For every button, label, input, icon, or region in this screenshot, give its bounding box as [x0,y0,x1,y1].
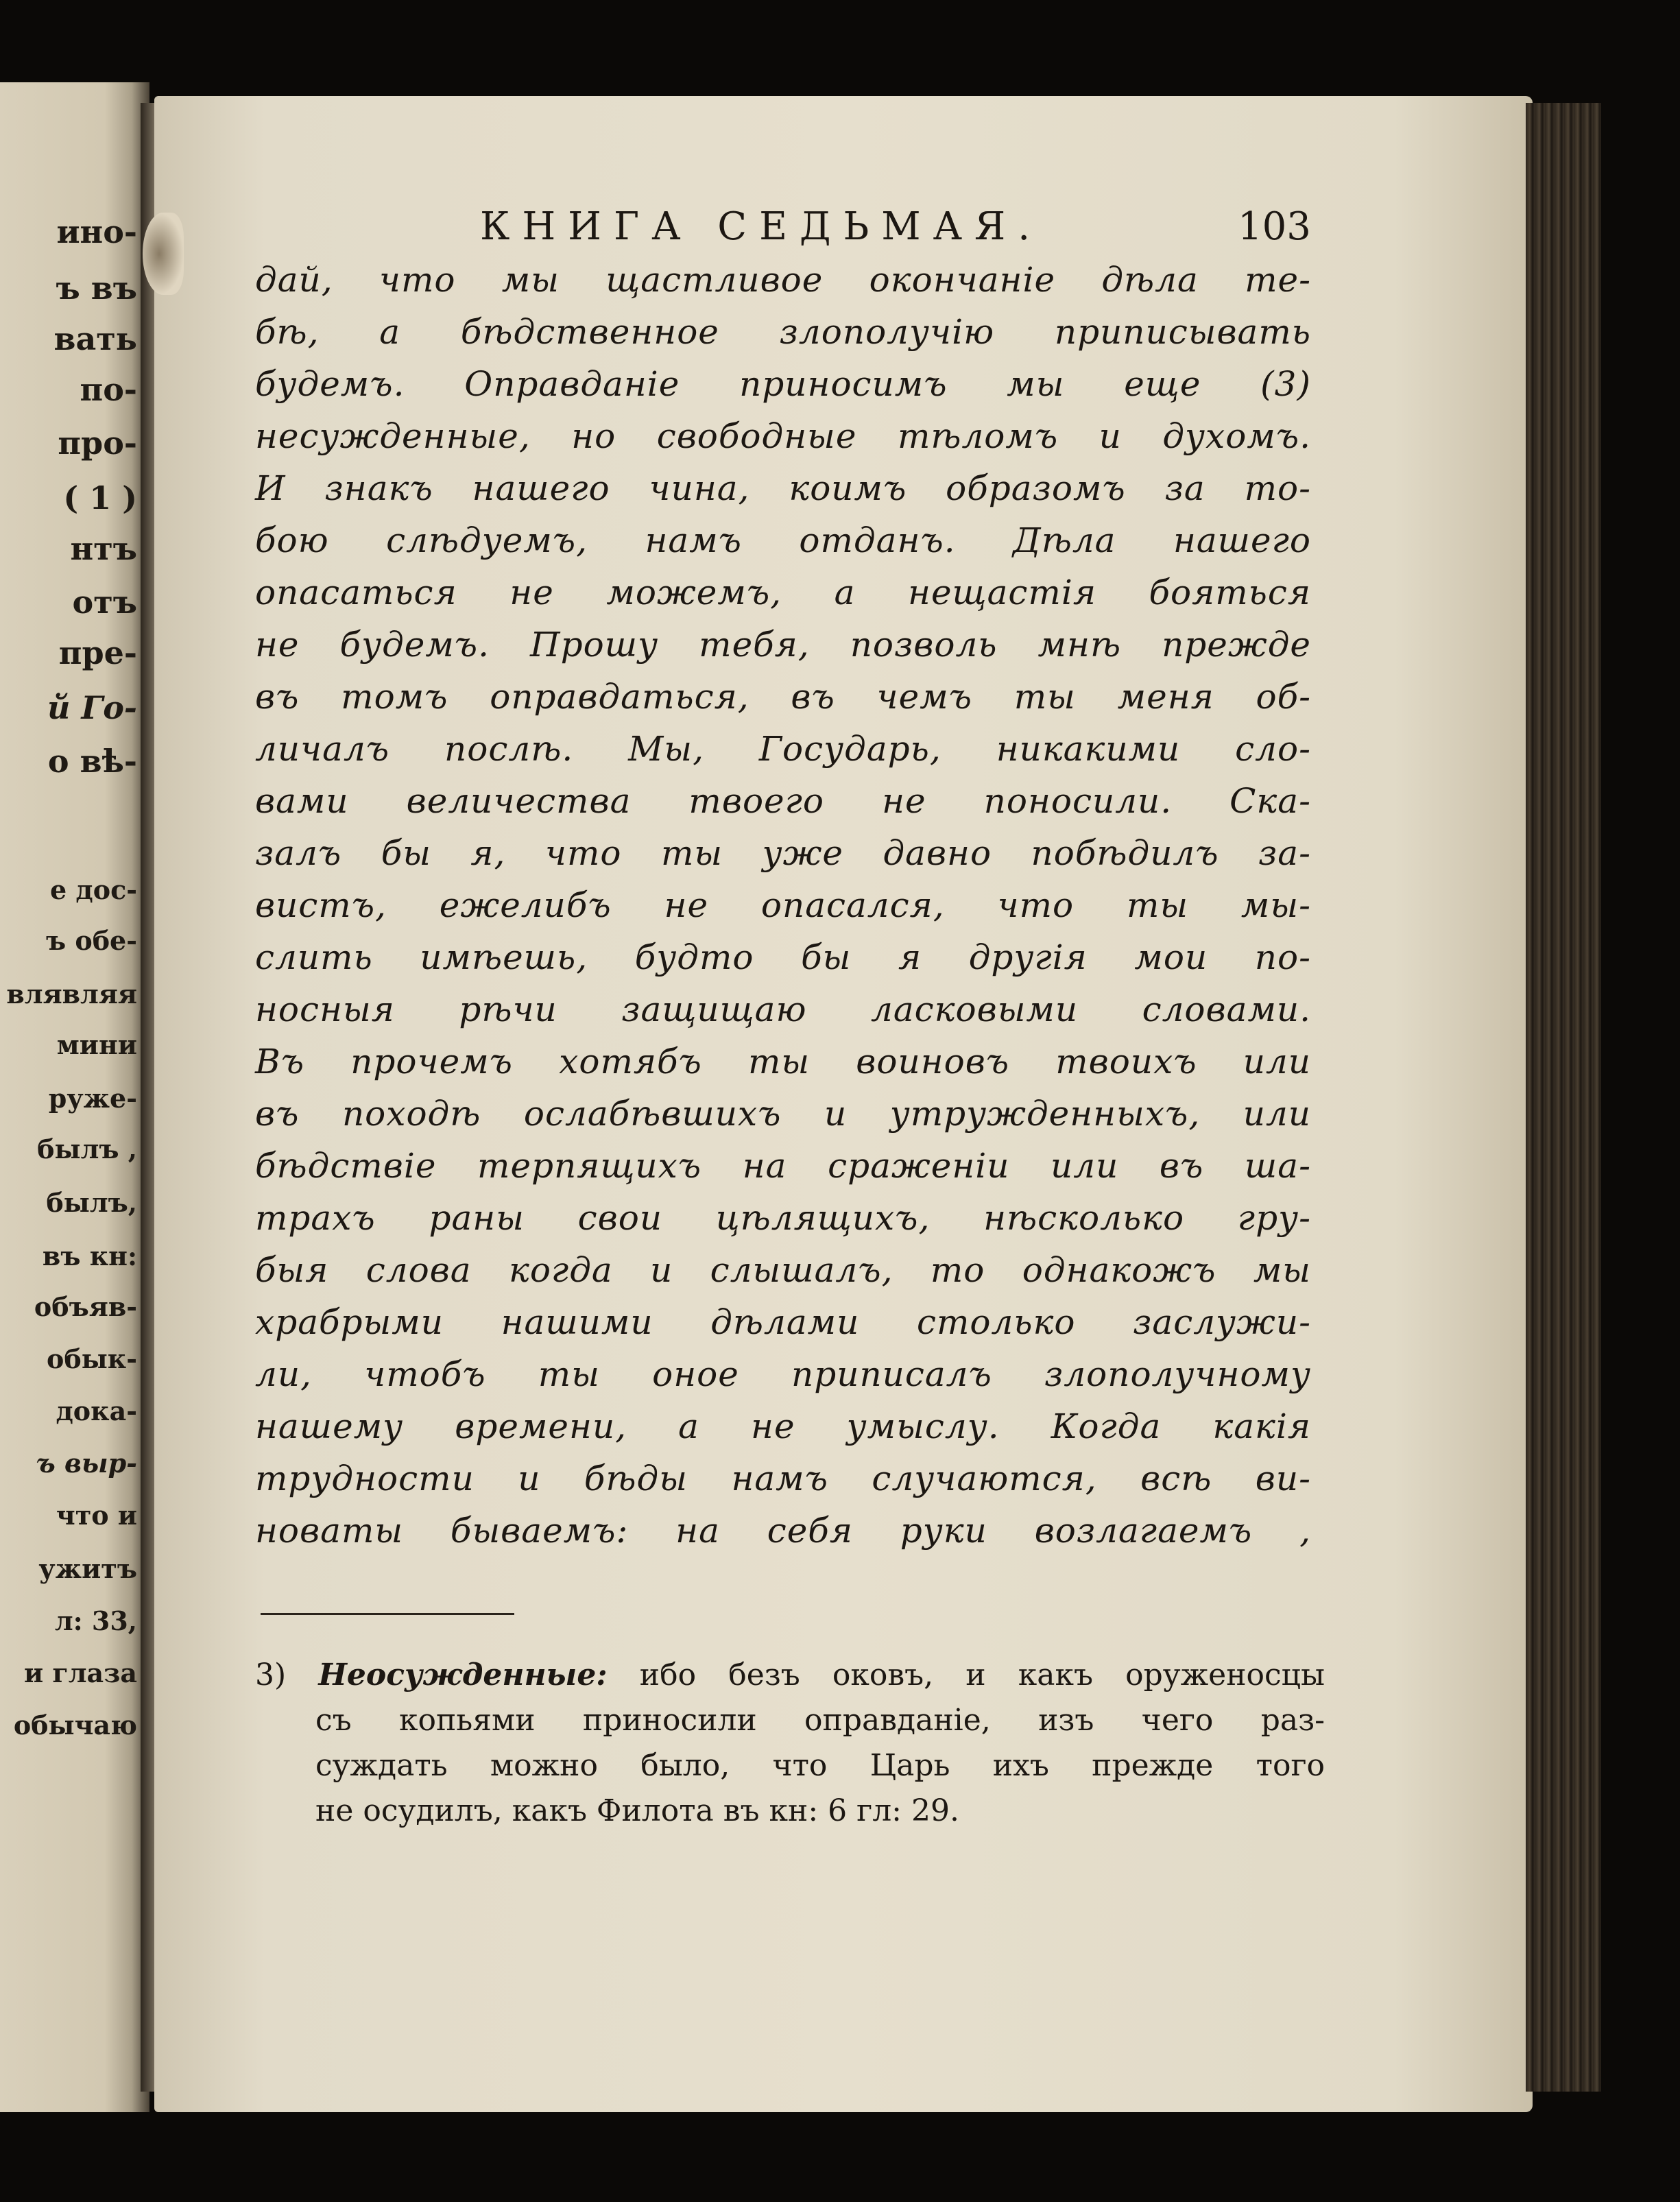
left-page-line: что и [56,1500,137,1531]
left-page-line: руже- [48,1083,137,1114]
footnote-rule [261,1613,514,1615]
text-line: ли, чтобъ ты оное приписалъ злополучному [255,1354,1311,1394]
footnote-line: съ копьями приносили оправданіе, изъ чего раз- [315,1703,1325,1738]
text-line: Въ прочемъ хотябъ ты воиновъ твоихъ или [255,1042,1311,1081]
text-line: И знакъ нашего чина, коимъ образомъ за то- [255,468,1311,508]
running-head: КНИГА СЕДЬМАЯ. [480,204,1043,249]
left-page-line: ъ въ [56,270,137,307]
left-page-line: л: 33, [54,1605,137,1636]
text-line: слить имѣешь, будто бы я другія мои по- [255,937,1311,977]
left-page-line: по- [80,371,137,408]
left-page-line: обык- [47,1343,137,1374]
footnote [255,1653,1325,1834]
footnote-marker: 3) [255,1658,287,1692]
left-page-line: былъ , [37,1134,137,1164]
left-page-line: обычаю [13,1710,137,1740]
left-page-fragment [0,82,149,2112]
text-line: несужденные, но свободные тѣломъ и духомъ. [255,416,1311,456]
footnote-text: ибо безъ оковъ, и какъ оруженосцы [639,1658,1325,1692]
text-line: залъ бы я, что ты уже давно побѣдилъ за- [255,833,1311,873]
main-text [255,254,1311,1557]
left-page-line: ( 1 ) [63,479,137,516]
left-page-line: ино- [56,213,137,250]
text-line: вами величества твоего не поносили. Ска- [255,781,1311,821]
footnote-lead: Неосужденные: [318,1658,608,1692]
left-page-line: былъ, [46,1187,137,1218]
left-page-line: объяв- [34,1291,137,1322]
text-line: дай, что мы щастливое окончаніе дѣла те- [255,260,1311,300]
footnote-line: не осудилъ, какъ Филота въ кн: 6 гл: 29. [315,1793,959,1828]
text-line: бою слѣдуемъ, намъ отданъ. Дѣла нашего [255,520,1311,560]
left-page-line: мини [56,1029,137,1060]
text-line: быя слова когда и слышалъ, то однакожъ мы [255,1250,1311,1290]
left-page-line: отъ [72,584,137,621]
left-page-line: дока- [56,1396,137,1426]
text-line: въ походѣ ослабѣвшихъ и утружденныхъ, или [255,1094,1311,1134]
text-line: вистъ, ежелибъ не опасался, что ты мы- [255,885,1311,925]
left-page-line: въ кн: [42,1241,137,1271]
text-line: бѣдствіе терпящихъ на сраженіи или въ ша- [255,1146,1311,1186]
left-page-line: ъ выр- [36,1448,137,1479]
text-line: опасаться не можемъ, а нещастія бояться [255,573,1311,612]
page-tab-mark [143,213,184,295]
text-line: храбрыми нашими дѣлами столько заслужи- [255,1302,1311,1342]
text-line: будемъ. Оправданіе приносимъ мы еще (3) [255,364,1311,404]
left-page-line: и глаза [24,1658,137,1688]
left-page-line: нтъ [70,530,137,567]
text-line: носныя рѣчи защищаю ласковыми словами. [255,990,1311,1029]
text-line: въ томъ оправдаться, въ чемъ ты меня об- [255,677,1311,717]
left-page-line: о вѣ- [47,743,137,780]
text-line: бѣ, а бѣдственное злополучію приписывать [255,312,1311,352]
left-page-line: влявляя [6,979,137,1009]
text-line: трудности и бѣды намъ случаются, всѣ ви- [255,1459,1311,1498]
text-line: трахъ раны свои цѣлящихъ, нѣсколько гру- [255,1198,1311,1238]
left-page-line: вать [53,320,137,357]
left-page-line: й Го- [47,689,137,726]
text-line: нашему времени, а не умыслу. Когда какія [255,1407,1311,1446]
page-number: 103 [1238,204,1311,249]
text-line: новаты бываемъ: на себя руки возлагаемъ , [255,1511,1311,1551]
left-page-line: ужитъ [38,1553,137,1584]
footnote-line [255,1653,1325,1698]
left-page-line: е дос- [50,874,137,905]
left-page-line: ъ обе- [45,925,137,956]
footnote-line: суждать можно было, что Царь ихъ прежде того [315,1748,1325,1783]
page-edges [1526,103,1601,2092]
left-page-line: пре- [58,634,137,671]
text-line: не будемъ. Прошу тебя, позволь мнѣ прежде [255,625,1311,665]
left-page-line: про- [58,424,137,462]
text-line: личалъ послѣ. Мы, Государь, никакими сло- [255,729,1311,769]
